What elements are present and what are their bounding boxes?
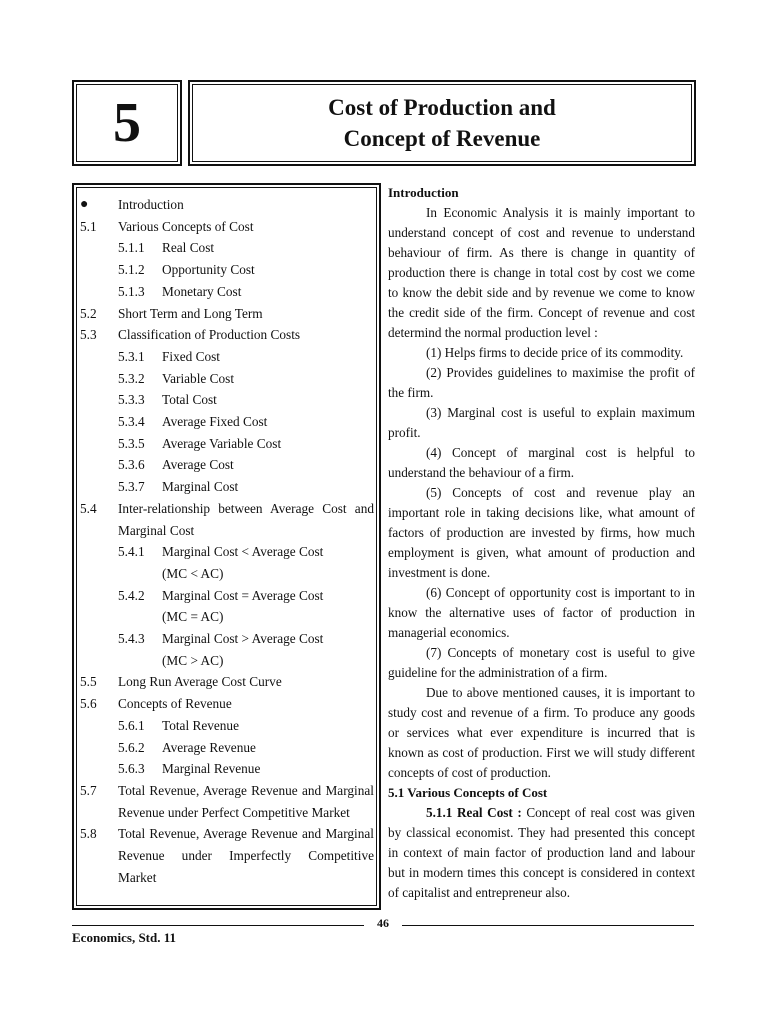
paragraph: (7) Concepts of monetary cost is useful to give guideline for the administration of a firm. [388,645,695,680]
toc-item-number: 5.3 [80,327,97,343]
toc-item [80,498,374,541]
toc-item [80,281,374,303]
toc-item [80,237,374,259]
toc-item-label: Introduction [118,197,184,212]
body-column [388,183,695,903]
toc-item-number: 5.4 [80,500,97,516]
toc-item-label: Monetary Cost [162,283,242,299]
toc-item [80,346,374,368]
toc-item-continuation [80,650,374,672]
toc-item-label: Marginal Cost [162,479,239,495]
toc-item-label: Real Cost [162,240,215,256]
toc-item-continuation-text: (MC > AC) [162,652,224,668]
toc-item [80,737,374,759]
toc-item-label: Short Term and Long Term [118,305,263,321]
toc-item [80,389,374,411]
toc-item [80,628,374,650]
toc-item-number: 5.1.3 [118,283,145,299]
toc-item [80,368,374,390]
toc-item [80,433,374,455]
toc-item [80,454,374,476]
footer-rule-left [72,925,364,926]
toc-item-number: 5.3.2 [118,370,145,386]
toc-item-number: ● [80,197,89,212]
toc-item [80,541,374,563]
subsection-heading: 5.1.1 Real Cost : [426,805,522,820]
toc-item-number: 5.6.3 [118,761,145,777]
paragraph: In Economic Analysis it is mainly important to understand concept of cost and revenue to understand behaviour of firm. As there is change in quantity of production there is change in total cost by cost we come to know the debit side and by revenue we come to know the credit side of the firm. Concept of revenue and cost determind the normal production level : [388,205,695,340]
toc-item-label: Total Revenue, Average Revenue and Marginal Revenue under Perfect Competitive Market [118,782,374,820]
toc-item [80,303,374,325]
toc-item-label: Average Variable Cost [162,435,282,451]
toc-item-number: 5.5 [80,674,97,690]
toc-item-continuation [80,606,374,628]
chapter-title-box [188,80,696,166]
toc-item-label: Variable Cost [162,370,235,386]
toc-item-number: 5.3.3 [118,392,145,408]
toc-item [80,715,374,737]
intro-heading: Introduction [388,185,459,200]
section-heading: 5.1 Various Concepts of Cost [388,785,548,800]
toc-item [80,823,374,888]
paragraph: (4) Concept of marginal cost is helpful to understand the behaviour of a firm. [388,445,695,480]
toc-item [80,671,374,693]
paragraph: (1) Helps firms to decide price of its commodity. [426,345,684,360]
toc-item [80,758,374,780]
toc-list [80,194,374,889]
toc-item-label: Concepts of Revenue [118,696,232,712]
toc-item-label: Marginal Cost < Average Cost [162,544,324,560]
toc-item-label: Average Cost [162,457,234,473]
toc-item-number: 5.8 [80,826,97,842]
page-number: 46 [377,916,389,930]
toc-item-label: Fixed Cost [162,348,220,364]
toc-item-continuation-text: (MC < AC) [162,565,224,581]
toc-item-number: 5.6.2 [118,739,145,755]
toc-item-label: Various Concepts of Cost [118,218,254,234]
toc-item-number: 5.1.2 [118,262,145,278]
toc-item-label: Marginal Revenue [162,761,261,777]
toc-item [80,780,374,823]
chapter-title [190,92,694,154]
book-label: Economics, Std. 11 [72,930,177,945]
toc-item-label: Marginal Cost > Average Cost [162,631,324,647]
toc-item-label: Opportunity Cost [162,262,255,278]
footer-rule-right [402,925,694,926]
chapter-number-box [72,80,182,166]
toc-item-number: 5.3.5 [118,435,145,451]
toc-item-label: Marginal Cost = Average Cost [162,587,324,603]
paragraph [388,803,695,903]
toc-item-label: Average Fixed Cost [162,414,268,430]
toc-item-continuation [80,563,374,585]
toc-item-number: 5.2 [80,305,97,321]
toc-item-number: 5.3.7 [118,479,145,495]
table-of-contents [72,183,381,910]
toc-item [80,476,374,498]
toc-item [80,194,374,216]
chapter-number: 5 [113,92,141,154]
toc-item-label: Long Run Average Cost Curve [118,674,282,690]
toc-item-label: Total Revenue [162,717,239,733]
chapter-title-line1: Cost of Production and [328,95,556,120]
toc-item-label: Inter-relationship between Average Cost and Marginal Cost [118,500,374,538]
toc-item-label: Classification of Production Costs [118,327,301,343]
toc-item-number: 5.7 [80,782,97,798]
toc-item [80,693,374,715]
toc-item-number: 5.1 [80,218,97,234]
toc-item [80,259,374,281]
toc-item [80,411,374,433]
paragraph: (5) Concepts of cost and revenue play an important role in taking decisions like, what amount of factors of production are invested by firms, how much employment is given, what amount of production and investment is done. [388,485,695,580]
toc-item-label: Total Cost [162,392,217,408]
toc-item-number: 5.4.3 [118,631,145,647]
toc-item-number: 5.4.2 [118,587,145,603]
toc-item-number: 5.6 [80,696,97,712]
toc-item [80,324,374,346]
paragraph: (6) Concept of opportunity cost is important to in know the alternative uses of factor of production in managerial economics. [388,585,695,640]
toc-item-number: 5.3.4 [118,414,145,430]
toc-item-label: Average Revenue [162,739,256,755]
toc-item-number: 5.3.6 [118,457,145,473]
toc-item-continuation-text: (MC = AC) [162,609,224,625]
paragraph: Due to above mentioned causes, it is important to study cost and revenue of a firm. To produce any goods or services what ever expenditure is incurred that is known as cost of production. First we will study different concepts of cost of production. [388,685,695,780]
paragraph: (2) Provides guidelines to maximise the profit of the firm. [388,365,695,400]
paragraph: (3) Marginal cost is useful to explain maximum profit. [388,405,695,440]
toc-item-number: 5.1.1 [118,240,145,256]
toc-item-number: 5.6.1 [118,717,145,733]
paragraph-text: Concept of real cost was given by classical economist. They had presented this concept in context of main factor of production land and labour but in modern times this concept is considered in context of capitalist and entrepreneur also. [388,805,695,900]
chapter-title-line2: Concept of Revenue [343,126,541,151]
toc-item [80,585,374,607]
toc-item [80,216,374,238]
toc-item-number: 5.3.1 [118,348,145,364]
toc-item-number: 5.4.1 [118,544,145,560]
toc-item-label: Total Revenue, Average Revenue and Marginal Revenue under Imperfectly Competitive Market [118,826,374,885]
